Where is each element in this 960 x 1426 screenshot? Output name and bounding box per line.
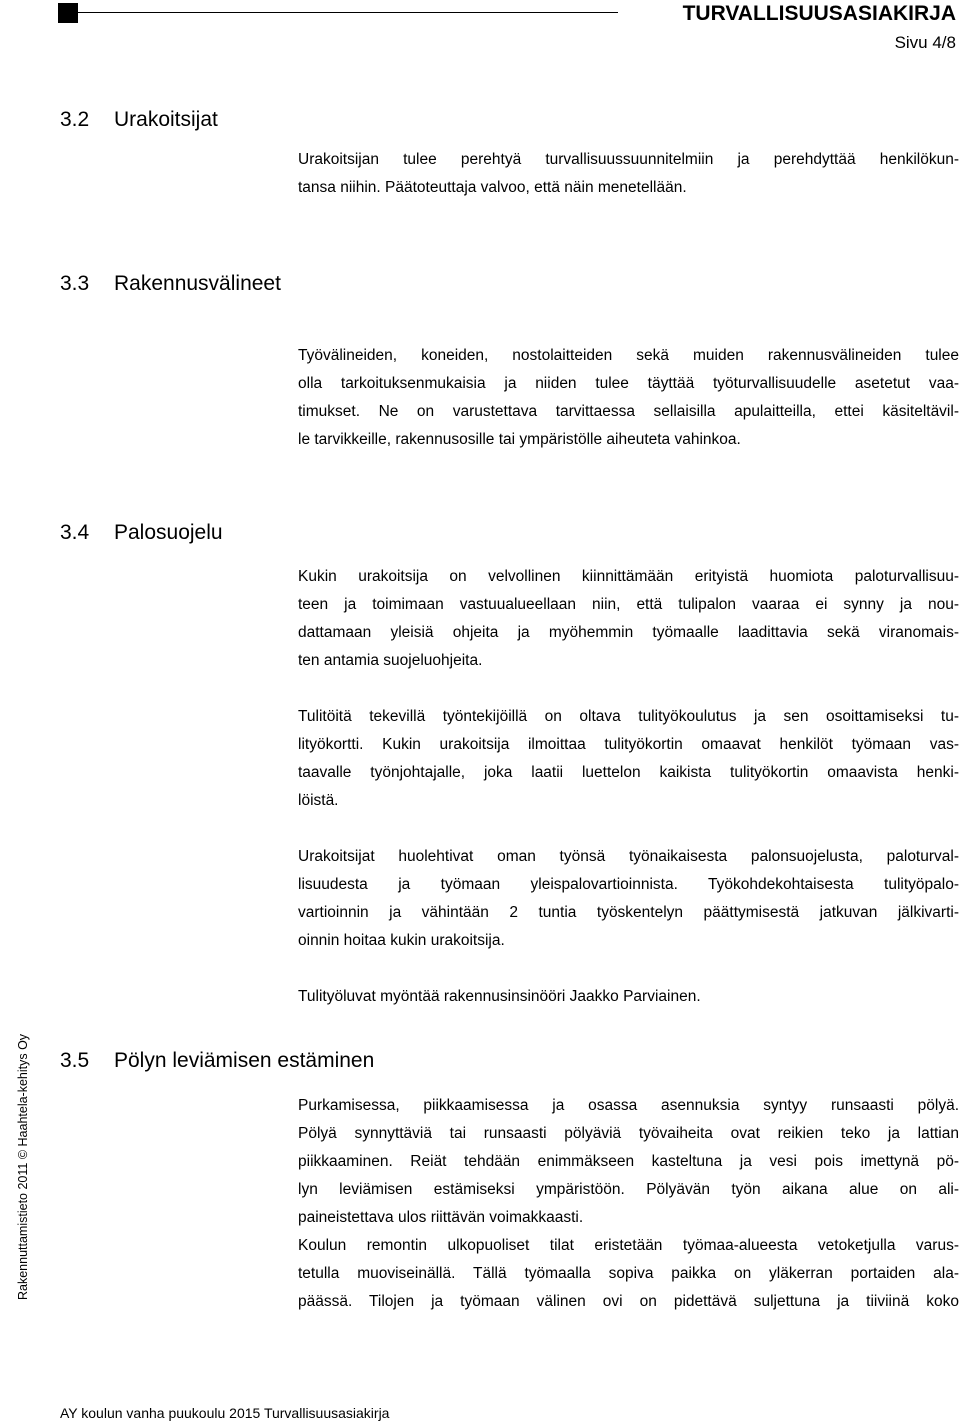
text-line: Tulitöitä tekevillä työntekijöillä on oltava tulityökoulutus ja sen osoittamiseksi tu- [298,708,959,725]
text-line: ten antamia suojeluohjeita. [298,652,483,669]
text-line: oinnin hoitaa kukin urakoitsija. [298,932,505,949]
text-line: lisuudesta ja työmaan yleispalovartioinnista. Työkohdekohtaisesta tulityöpalo- [298,876,959,893]
text-line: Koulun remontin ulkopuoliset tilat eristetään työmaa-alueesta vetoketjulla varus- [298,1237,959,1254]
section-number: 3.2 [60,108,90,131]
section-number: 3.4 [60,521,90,544]
text-line: Purkamisessa, piikkaamisessa ja osassa asennuksia syntyy runsaasti pölyä. [298,1097,959,1114]
text-line: olla tarkoituksenmukaisia ja niiden tulee täyttää työturvallisuudelle asetetut vaa- [298,375,959,392]
section-paragraph [298,843,959,955]
side-copyright: Rakennuttamistieto 2011 © Haahtela-kehitys Oy [16,1033,30,1300]
section-heading [60,521,223,545]
section-title: Palosuojelu [114,521,223,544]
text-line: piikkaaminen. Reiät tehdään enimmäkseen kasteltuna ja vesi pois imettynä pö- [298,1153,959,1170]
text-line: le tarvikkeille, rakennusosille tai ympäristölle aiheuteta vahinkoa. [298,431,741,448]
header-square-mark [58,3,78,23]
text-line: tetulla muoviseinällä. Tällä työmaalla sopiva paikka on yläkerran portaiden ala- [298,1265,959,1282]
text-line: taavalle työnjohtajalle, joka laatii luettelon kaikista tulityökortin omaavista henki- [298,764,959,781]
section-paragraph [298,342,959,454]
text-line: lityökortti. Kukin urakoitsija ilmoittaa tulityökortin omaavat henkilöt työmaan vas- [298,736,959,753]
section-heading [60,272,281,296]
section-heading [60,108,218,132]
text-line: Tulityöluvat myöntää rakennusinsinööri Jaakko Parviainen. [298,988,701,1005]
text-line: löistä. [298,792,339,809]
text-line: lyn leviämisen estämiseksi ympäristöön. Pölyävän työn aikana alue on ali- [298,1181,959,1198]
section-number: 3.3 [60,272,90,295]
section-paragraph [298,1092,959,1316]
page-number: Sivu 4/8 [894,33,956,52]
section-title: Urakoitsijat [114,108,218,131]
section-title: Rakennusvälineet [114,272,281,295]
section-paragraph [298,983,959,1011]
header-rule [78,12,618,13]
page-footer: AY koulun vanha puukoulu 2015 Turvallisuusasiakirja [60,1405,390,1421]
text-line: paineistettava ulos riittävän voimakkaasti. [298,1209,584,1226]
text-line: Urakoitsijan tulee perehtyä turvallisuussuunnitelmiin ja perehdyttää henkilökun- [298,151,959,168]
text-line: Kukin urakoitsija on velvollinen kiinnittämään erityistä huomiota paloturvallisuu- [298,568,959,585]
text-line: dattamaan yleisiä ohjeita ja myöhemmin työmaalle laadittavia sekä viranomais- [298,624,959,641]
section-heading [60,1049,374,1073]
text-line: Urakoitsijat huolehtivat oman työnsä työnaikaisesta palonsuojelusta, paloturval- [298,848,959,865]
section-paragraph [298,563,959,675]
document-title: TURVALLISUUSASIAKIRJA [682,2,956,25]
text-line: päässä. Tilojen ja työmaan välinen ovi on pidettävä suljettuna ja tiiviinä koko [298,1293,959,1310]
text-line: timukset. Ne on varustettava tarvittaessa sellaisilla apulaitteilla, ettei käsiteltävil- [298,403,959,420]
section-paragraph [298,146,959,202]
section-paragraph [298,703,959,815]
text-line: tansa niihin. Päätoteuttaja valvoo, että näin menetellään. [298,179,687,196]
section-number: 3.5 [60,1049,90,1072]
section-title: Pölyn leviämisen estäminen [114,1049,375,1072]
text-line: vartioinnin ja vähintään 2 tuntia työskentelyn päättymisestä jatkuvan jälkivarti- [298,904,959,921]
text-line: teen ja toimimaan vastuualueellaan niin, että tulipalon vaaraa ei synny ja nou- [298,596,959,613]
text-line: Pölyä synnyttäviä tai runsaasti pölyäviä työvaiheita ovat reikien teko ja lattian [298,1125,959,1142]
text-line: Työvälineiden, koneiden, nostolaitteiden sekä muiden rakennusvälineiden tulee [298,347,959,364]
